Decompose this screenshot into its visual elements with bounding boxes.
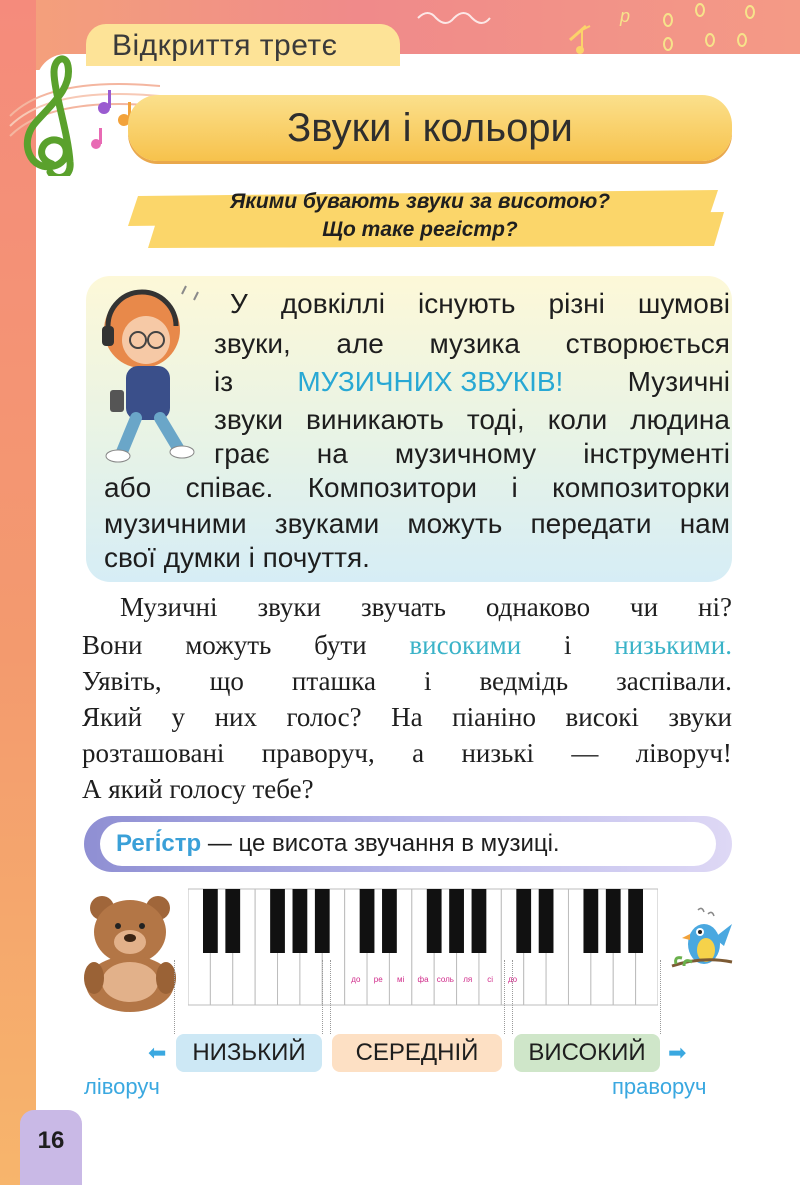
piano-black-key	[449, 889, 464, 953]
word: довкіллі	[280, 288, 385, 319]
music-notes-decoration	[410, 0, 800, 60]
word: передати	[530, 508, 652, 539]
word: але	[336, 328, 384, 359]
word: них	[214, 702, 257, 732]
word: коли	[547, 404, 608, 435]
intro-line-7	[104, 508, 730, 540]
word: На	[391, 702, 423, 732]
word: різні	[548, 288, 605, 319]
word: можуть	[407, 508, 503, 539]
word: грає	[214, 438, 270, 469]
word: А який голосу тебе?	[82, 774, 314, 804]
boundary-line	[322, 960, 323, 1034]
word: ведмідь	[479, 666, 569, 696]
word: шумові	[637, 288, 730, 319]
boundary-line	[504, 960, 505, 1034]
intro-line-1	[230, 288, 730, 320]
word: можуть	[185, 630, 272, 660]
word: Вони	[82, 630, 143, 660]
note-label: соль	[436, 975, 454, 984]
register-high-label: ВИСОКИЙ	[514, 1034, 660, 1072]
boundary-line	[512, 960, 513, 1034]
note-label: мі	[396, 975, 405, 984]
word: пташка	[291, 666, 376, 696]
intro-line-2	[214, 328, 730, 360]
intro-line-3	[214, 366, 730, 398]
word: Уявіть,	[82, 666, 162, 696]
word: Музичні	[120, 592, 218, 622]
word: що	[209, 666, 244, 696]
question-1: Якими бувають звуки за висотою?	[229, 190, 611, 213]
word: голос?	[286, 702, 362, 732]
body-line-1	[120, 592, 732, 623]
intro-line-8	[104, 542, 370, 574]
word: тоді,	[466, 404, 525, 435]
word: звуки	[214, 404, 283, 435]
word: і	[423, 666, 432, 696]
question-2: Що таке регістр?	[322, 218, 518, 241]
intro-line-5	[214, 438, 730, 470]
boundary-line	[660, 960, 661, 1034]
note-label: фа	[417, 975, 429, 984]
word: музичними	[104, 508, 247, 539]
piano-black-key	[225, 889, 240, 953]
body-line-4	[82, 702, 732, 733]
word: людина	[630, 404, 730, 435]
word: на	[316, 438, 348, 469]
word: існують	[418, 288, 516, 319]
music-sounds-highlight: МУЗИЧНИХ ЗВУКІВ!	[297, 366, 564, 397]
note-label: ре	[373, 975, 383, 984]
word: створюється	[565, 328, 730, 359]
boundary-line	[330, 960, 331, 1034]
page-title: Звуки і кольори	[128, 95, 732, 161]
definition-term: Регі́стр	[116, 830, 202, 857]
word: високі	[565, 702, 639, 732]
body-line-2	[82, 630, 732, 661]
word: звуки	[668, 702, 732, 732]
arrow-right-icon: ➡	[668, 1040, 687, 1065]
word: свої думки і почуття.	[104, 542, 370, 573]
piano-black-key	[382, 889, 397, 953]
intro-line-4	[214, 404, 730, 436]
word: і	[511, 472, 518, 503]
word: Композитори	[307, 472, 478, 503]
piano-black-key	[427, 889, 442, 953]
word: звуки	[257, 592, 321, 622]
piano-black-key	[539, 889, 554, 953]
register-middle-label: СЕРЕДНІЙ	[332, 1034, 502, 1072]
piano-black-key	[606, 889, 621, 953]
body-line-6	[82, 774, 732, 805]
low-highlight: низькими.	[614, 630, 732, 660]
word: а	[412, 738, 425, 768]
register-low-label: НИЗЬКИЙ	[176, 1034, 322, 1072]
left-decor-band	[0, 0, 36, 1185]
bear-illustration	[80, 892, 180, 1012]
word: у	[171, 702, 186, 732]
word: Музичні	[627, 366, 730, 397]
piano-black-key	[270, 889, 285, 953]
piano-black-key	[628, 889, 643, 953]
word: розташовані	[82, 738, 225, 768]
word: чи	[630, 592, 659, 622]
piano-black-key	[583, 889, 598, 953]
definition-body: — це висота звучання в музиці.	[201, 830, 560, 857]
lesson-questions	[120, 188, 720, 250]
note-label: до	[507, 975, 518, 984]
high-highlight: високими	[409, 630, 522, 660]
page-number: 16	[20, 1110, 82, 1185]
boundary-line	[174, 960, 175, 1034]
chapter-tab: Відкриття третє	[86, 24, 400, 66]
body-line-3	[82, 666, 732, 697]
word: —	[571, 738, 599, 768]
word: Який	[82, 702, 143, 732]
word: нам	[679, 508, 730, 539]
piano-black-key	[203, 889, 218, 953]
note-label: сі	[487, 975, 494, 984]
word: праворуч,	[261, 738, 375, 768]
boy-with-headphones-illustration	[90, 282, 214, 468]
word: ліворуч!	[635, 738, 732, 768]
word: або	[104, 472, 152, 503]
word: заспівали.	[616, 666, 732, 696]
word: музичному	[394, 438, 537, 469]
word: звуками	[274, 508, 380, 539]
arrow-left-icon: ⬅	[148, 1040, 167, 1065]
word: низькі	[461, 738, 534, 768]
piano-black-key	[472, 889, 487, 953]
piano-black-key	[293, 889, 308, 953]
intro-line-6	[104, 472, 730, 504]
word: однаково	[485, 592, 591, 622]
word: піаніно	[452, 702, 537, 732]
body-line-5	[82, 738, 732, 769]
note-label: ля	[463, 975, 473, 984]
word: виникають	[306, 404, 444, 435]
word: ні?	[698, 592, 732, 622]
word: музика	[429, 328, 520, 359]
bird-illustration	[668, 906, 738, 976]
word: бути	[314, 630, 367, 660]
word: інструменті	[583, 438, 730, 469]
svg-text:p: p	[620, 6, 631, 26]
word: і	[563, 630, 572, 660]
piano-black-key	[516, 889, 531, 953]
note-label: до	[351, 975, 361, 984]
direction-right-label: праворуч	[612, 1074, 707, 1099]
direction-left-label: ліворуч	[84, 1074, 160, 1099]
word: із	[214, 366, 234, 397]
piano-keyboard	[188, 888, 658, 1006]
word: У	[230, 288, 248, 319]
piano-black-key	[315, 889, 330, 953]
word: композиторки	[552, 472, 730, 503]
definition-text	[100, 822, 716, 866]
word: звучать	[360, 592, 446, 622]
piano-black-key	[360, 889, 375, 953]
word: співає.	[185, 472, 274, 503]
word: звуки,	[214, 328, 291, 359]
